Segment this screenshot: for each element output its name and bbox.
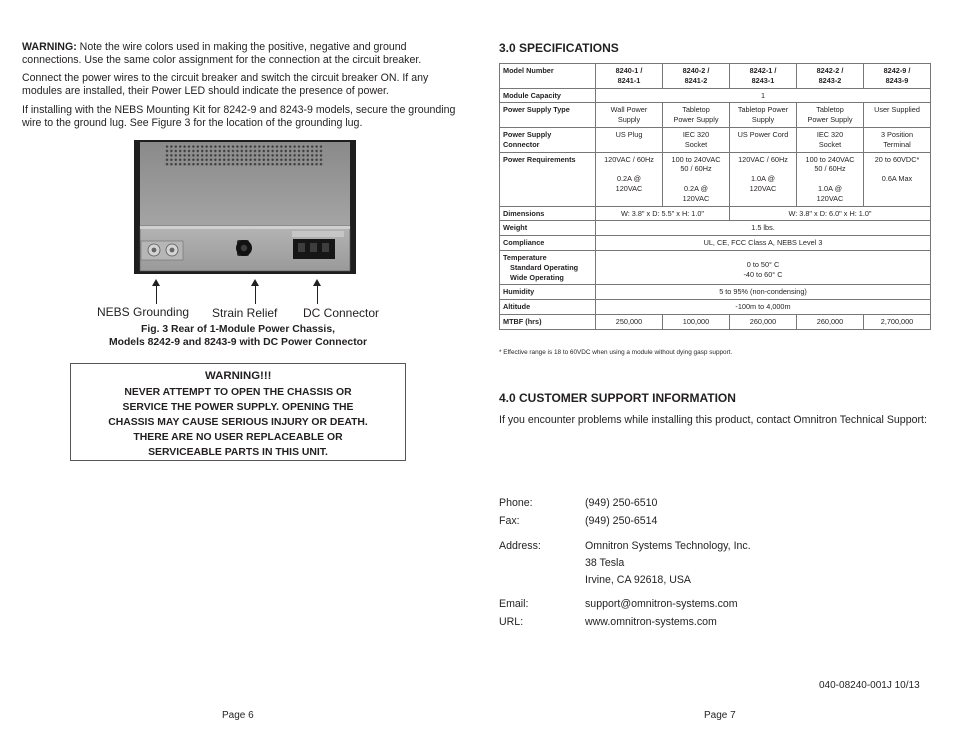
power-requirements-label: Power Requirements bbox=[500, 152, 596, 206]
altitude-value: -100m to 4,000m bbox=[596, 300, 931, 315]
power-supply-type-cell: Wall Power Supply bbox=[596, 103, 663, 128]
temperature-label: Temperature Standard Operating Wide Operating bbox=[500, 250, 596, 284]
table-row bbox=[500, 236, 931, 251]
power-req-cell: 120VAC / 60Hz 0.2A @ 120VAC bbox=[596, 152, 663, 206]
table-row bbox=[500, 64, 931, 89]
url-link[interactable]: www.omnitron-systems.com bbox=[585, 616, 717, 628]
compliance-value: UL, CE, FCC Class A, NEBS Level 3 bbox=[596, 236, 931, 251]
dimensions-value-large: W: 3.8" x D: 6.0" x H: 1.0" bbox=[730, 206, 931, 221]
power-supply-connector-label: Power Supply Connector bbox=[500, 127, 596, 152]
warning-lead: WARNING: bbox=[22, 41, 77, 53]
fax-label: Fax: bbox=[499, 515, 520, 527]
temperature-value: 0 to 50° C -40 to 60° C bbox=[596, 250, 931, 284]
table-footnote: * Effective range is 18 to 60VDC when using a module without dying gasp support. bbox=[499, 349, 733, 356]
table-row bbox=[500, 206, 931, 221]
model-cell: 8240-1 / 8241-1 bbox=[596, 64, 663, 89]
mtbf-cell: 260,000 bbox=[730, 314, 797, 329]
table-row bbox=[500, 300, 931, 315]
dimensions-label: Dimensions bbox=[500, 206, 596, 221]
email-label: Email: bbox=[499, 598, 529, 610]
connector-cell: US Power Cord bbox=[730, 127, 797, 152]
table-row bbox=[500, 127, 931, 152]
warning-line: NEVER ATTEMPT TO OPEN THE CHASSIS OR bbox=[124, 387, 352, 398]
power-supply-type-cell: Tabletop Power Supply bbox=[730, 103, 797, 128]
dc-connector-label: DC Connector bbox=[303, 306, 380, 320]
figure-caption bbox=[70, 324, 406, 349]
specifications-table bbox=[499, 63, 931, 330]
document-number: 040-08240-001J 10/13 bbox=[819, 680, 920, 691]
weight-value: 1.5 lbs. bbox=[596, 221, 931, 236]
support-text: If you encounter problems while installing this product, contact Omnitron Technical Support: bbox=[499, 414, 927, 426]
power-supply-type-cell: User Supplied bbox=[864, 103, 931, 128]
phone-label: Phone: bbox=[499, 497, 533, 509]
model-cell: 8242-2 / 8243-2 bbox=[797, 64, 864, 89]
connector-cell: IEC 320 Socket bbox=[663, 127, 730, 152]
table-row bbox=[500, 250, 931, 284]
left-page-intro bbox=[22, 41, 460, 130]
mtbf-cell: 100,000 bbox=[663, 314, 730, 329]
connector-cell: IEC 320 Socket bbox=[797, 127, 864, 152]
table-row bbox=[500, 314, 931, 329]
table-row bbox=[500, 152, 931, 206]
caption-line-1: Fig. 3 Rear of 1-Module Power Chassis, bbox=[140, 324, 335, 335]
email-link[interactable]: support@omnitron-systems.com bbox=[585, 598, 738, 610]
page-number-left: Page 6 bbox=[222, 710, 254, 721]
table-row bbox=[500, 88, 931, 103]
customer-support-heading: 4.0 CUSTOMER SUPPORT INFORMATION bbox=[499, 391, 736, 405]
power-supply-type-cell: Tabletop Power Supply bbox=[797, 103, 864, 128]
altitude-label: Altitude bbox=[500, 300, 596, 315]
model-number-label: Model Number bbox=[500, 64, 596, 89]
fax-value: (949) 250-6514 bbox=[585, 515, 658, 527]
mtbf-cell: 260,000 bbox=[797, 314, 864, 329]
power-req-cell: 20 to 60VDC* 0.6A Max bbox=[864, 152, 931, 206]
warning-line: CHASSIS MAY CAUSE SERIOUS INJURY OR DEATH. bbox=[108, 417, 368, 428]
dc-connector-arrow bbox=[317, 285, 318, 304]
nebs-kit-paragraph: If installing with the NEBS Mounting Kit for 8242-9 and 8243-9 models, secure the grounding wire to the ground lug. See Figure 3 for the location of the grounding lug. bbox=[22, 103, 456, 130]
model-cell: 8240-2 / 8241-2 bbox=[663, 64, 730, 89]
power-req-cell: 100 to 240VAC 50 / 60Hz 0.2A @ 120VAC bbox=[663, 152, 730, 206]
power-supply-type-label: Power Supply Type bbox=[500, 103, 596, 128]
warning-line: SERVICEABLE PARTS IN THIS UNIT. bbox=[148, 447, 328, 458]
warning-title: WARNING!!! bbox=[205, 370, 272, 382]
dimensions-value-small: W: 3.8" x D: 5.5" x H: 1.0" bbox=[596, 206, 730, 221]
table-row bbox=[500, 285, 931, 300]
address-line: 38 Tesla bbox=[585, 557, 625, 569]
safety-warning-box bbox=[70, 363, 406, 461]
address-line: Irvine, CA 92618, USA bbox=[585, 574, 691, 586]
mtbf-label: MTBF (hrs) bbox=[500, 314, 596, 329]
address-line: Omnitron Systems Technology, Inc. bbox=[585, 540, 751, 552]
power-req-cell: 100 to 240VAC 50 / 60Hz 1.0A @ 120VAC bbox=[797, 152, 864, 206]
phone-value: (949) 250-6510 bbox=[585, 497, 658, 509]
wire-color-text: Note the wire colors used in making the positive, negative and ground connections. Use the same color assignment for the connection at the circuit breaker. bbox=[22, 41, 422, 67]
mtbf-cell: 250,000 bbox=[596, 314, 663, 329]
compliance-label: Compliance bbox=[500, 236, 596, 251]
warning-body bbox=[79, 385, 397, 460]
url-label: URL: bbox=[499, 616, 524, 628]
chassis-rear-photo bbox=[134, 140, 356, 274]
strain-relief-arrow bbox=[255, 285, 256, 304]
weight-label: Weight bbox=[500, 221, 596, 236]
module-capacity-value: 1 bbox=[596, 88, 931, 103]
humidity-label: Humidity bbox=[500, 285, 596, 300]
wire-color-warning-paragraph bbox=[22, 41, 460, 68]
page-number-right: Page 7 bbox=[704, 710, 736, 721]
model-cell: 8242-9 / 8243-9 bbox=[864, 64, 931, 89]
mtbf-cell: 2,700,000 bbox=[864, 314, 931, 329]
power-req-cell: 120VAC / 60Hz 1.0A @ 120VAC bbox=[730, 152, 797, 206]
model-cell: 8242-1 / 8243-1 bbox=[730, 64, 797, 89]
power-supply-type-cell: Tabletop Power Supply bbox=[663, 103, 730, 128]
warning-line: THERE ARE NO USER REPLACEABLE OR bbox=[133, 432, 343, 443]
strain-relief-label: Strain Relief bbox=[212, 306, 278, 320]
nebs-grounding-arrow bbox=[156, 285, 157, 304]
specifications-heading: 3.0 SPECIFICATIONS bbox=[499, 41, 619, 55]
address-label: Address: bbox=[499, 540, 541, 552]
connector-cell: 3 Position Terminal bbox=[864, 127, 931, 152]
humidity-value: 5 to 95% (non-condensing) bbox=[596, 285, 931, 300]
caption-line-2: Models 8242-9 and 8243-9 with DC Power Connector bbox=[108, 336, 368, 348]
nebs-grounding-label: NEBS Grounding bbox=[97, 305, 190, 319]
circuit-breaker-paragraph: Connect the power wires to the circuit breaker and switch the circuit breaker ON. If any modules are installed, their Power LED should indicate the presence of power. bbox=[22, 71, 429, 98]
table-row bbox=[500, 221, 931, 236]
module-capacity-label: Module Capacity bbox=[500, 88, 596, 103]
connector-cell: US Plug bbox=[596, 127, 663, 152]
warning-line: SERVICE THE POWER SUPPLY. OPENING THE bbox=[122, 402, 354, 413]
table-row bbox=[500, 103, 931, 128]
